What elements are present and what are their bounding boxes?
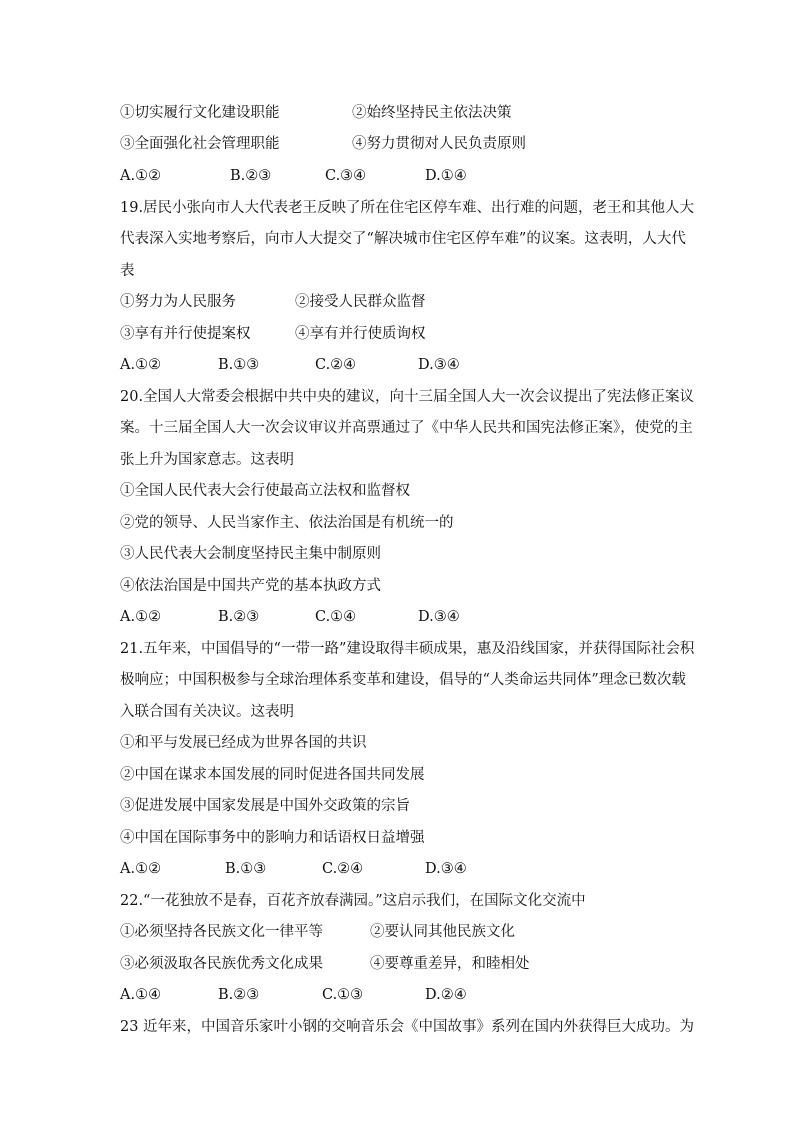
q22-choice-a: A.①④ — [120, 987, 162, 1003]
q20-choice-a: A.①② — [120, 609, 162, 625]
q20-choice-d: D.③④ — [418, 609, 460, 625]
q20-option-2: ②党的领导、人民当家作主、依法治国是有机统一的 — [120, 515, 454, 531]
q20-stem-line-3: 张上升为国家意志。这表明 — [120, 452, 294, 468]
q19-stem-line-3: 表 — [120, 263, 135, 279]
q21-stem-line-2: 极响应；中国积极参与全球治理体系变革和建设，倡导的“人类命运共同体”理念已数次载 — [120, 672, 686, 688]
q19-stem-line-1: 19.居民小张向市人大代表老王反映了所在住宅区停车难、出行难的问题，老王和其他人大 — [120, 200, 695, 216]
q21-option-2: ②中国在谋求本国发展的同时促进各国共同发展 — [120, 767, 425, 783]
q18-option-3: ③全面强化社会管理职能 — [120, 136, 280, 152]
q18-choice-b: B.②③ — [230, 168, 272, 184]
q19-choice-c: C.②④ — [315, 357, 357, 373]
q19-option-4: ④享有并行使质询权 — [295, 326, 426, 342]
q21-stem-line-3: 入联合国有关决议。这表明 — [120, 704, 294, 720]
q20-option-1: ①全国人民代表大会行使最高立法权和监督权 — [120, 483, 410, 499]
q18-option-4: ④努力贯彻对人民负责原则 — [352, 136, 526, 152]
q20-choice-c: C.①④ — [315, 609, 357, 625]
q20-choice-b: B.②③ — [218, 609, 260, 625]
q19-choice-a: A.①② — [120, 357, 162, 373]
q18-option-2: ②始终坚持民主依法决策 — [352, 105, 512, 121]
q18-choice-a: A.①② — [120, 168, 162, 184]
q18-option-1: ①切实履行文化建设职能 — [120, 105, 280, 121]
q22-choice-c: C.①③ — [322, 987, 364, 1003]
q21-option-4: ④中国在国际事务中的影响力和话语权日益增强 — [120, 830, 425, 846]
q21-choice-d: D.③④ — [425, 861, 467, 877]
q19-option-2: ②接受人民群众监督 — [295, 294, 426, 310]
q22-choice-d: D.②④ — [425, 987, 467, 1003]
q22-choice-b: B.②③ — [218, 987, 260, 1003]
q19-option-1: ①努力为人民服务 — [120, 294, 236, 310]
q19-choice-d: D.③④ — [418, 357, 460, 373]
q21-choice-b: B.①③ — [225, 861, 267, 877]
q20-stem-line-1: 20.全国人大常委会根据中共中央的建议，向十三届全国人大一次会议提出了宪法修正案议 — [120, 389, 695, 405]
q21-option-3: ③促进发展中国家发展是中国外交政策的宗旨 — [120, 798, 410, 814]
q20-option-3: ③人民代表大会制度坚持民主集中制原则 — [120, 546, 381, 562]
q22-stem-line-1: 22.“一花独放不是春，百花齐放春满园。”这启示我们，在国际文化交流中 — [120, 893, 586, 909]
q18-choice-d: D.①④ — [425, 168, 467, 184]
q20-stem-line-2: 案。十三届全国人大一次会议审议并高票通过了《中华人民共和国宪法修正案》，使党的主 — [120, 420, 693, 436]
q21-choice-c: C.②④ — [322, 861, 364, 877]
q21-stem-line-1: 21.五年来，中国倡导的“一带一路”建设取得丰硕成果，惠及沿线国家，并获得国际社会积 — [120, 641, 695, 657]
q21-choice-a: A.①② — [120, 861, 162, 877]
q19-option-3: ③享有并行使提案权 — [120, 326, 251, 342]
q21-option-1: ①和平与发展已经成为世界各国的共识 — [120, 735, 367, 751]
q22-option-3: ③必须汲取各民族优秀文化成果 — [120, 956, 323, 972]
q23-stem-line-1: 23 近年来，中国音乐家叶小钢的交响音乐会《中国故事》系列在国内外获得巨大成功。为 — [120, 1019, 695, 1035]
q22-option-2: ②要认同其他民族文化 — [370, 924, 515, 940]
q18-choice-c: C.③④ — [325, 168, 367, 184]
q19-stem-line-2: 代表深入实地考察后，向市人大提交了“解决城市住宅区停车难”的议案。这表明，人大代 — [120, 231, 686, 247]
q22-option-4: ④要尊重差异，和睦相处 — [370, 956, 530, 972]
q20-option-4: ④依法治国是中国共产党的基本执政方式 — [120, 578, 381, 594]
q19-choice-b: B.①③ — [218, 357, 260, 373]
q22-option-1: ①必须坚持各民族文化一律平等 — [120, 924, 323, 940]
